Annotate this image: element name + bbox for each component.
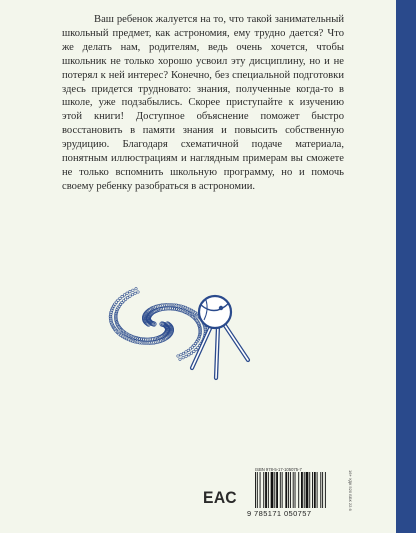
vertical-print-code: 16+ УДК 520 ББК 22.6: [348, 470, 353, 511]
eac-certification-mark: ЕАС: [203, 488, 238, 507]
isbn-text: ISBN 978-5-17-105075-7: [255, 467, 302, 472]
spine-edge: [396, 0, 416, 533]
barcode-digits: 9 785171 050757: [247, 509, 312, 518]
satellite-galaxy-icon: [100, 272, 280, 390]
galaxy-spiral-dots: [109, 288, 207, 361]
barcode: [255, 472, 333, 508]
back-cover-blurb: Ваш ребенок жалуется на то, что такой занимательный школьный предмет, как астрономия, ему трудно дается? Что же делать нам, родителям, ведь очень хочется, чтобы школьник не только хорошо усвоил эту дисциплину, но и не потерял к ней интерес? Конечно, без специальной подготовки здесь придется трудновато: знания, полученные когда-то в школе, уже подзабылись. Скорее приступайте к изучению этой книги! Доступное объяснение поможет быстро восстановить в памяти знания и повысить собственную эрудицию. Благодаря схематичной подаче материала, понятным иллюстрациям и наглядным примерам вы сможете не только вспомнить школьную программу, но и помочь своему ребенку разобраться в астрономии.: [62, 14, 344, 192]
